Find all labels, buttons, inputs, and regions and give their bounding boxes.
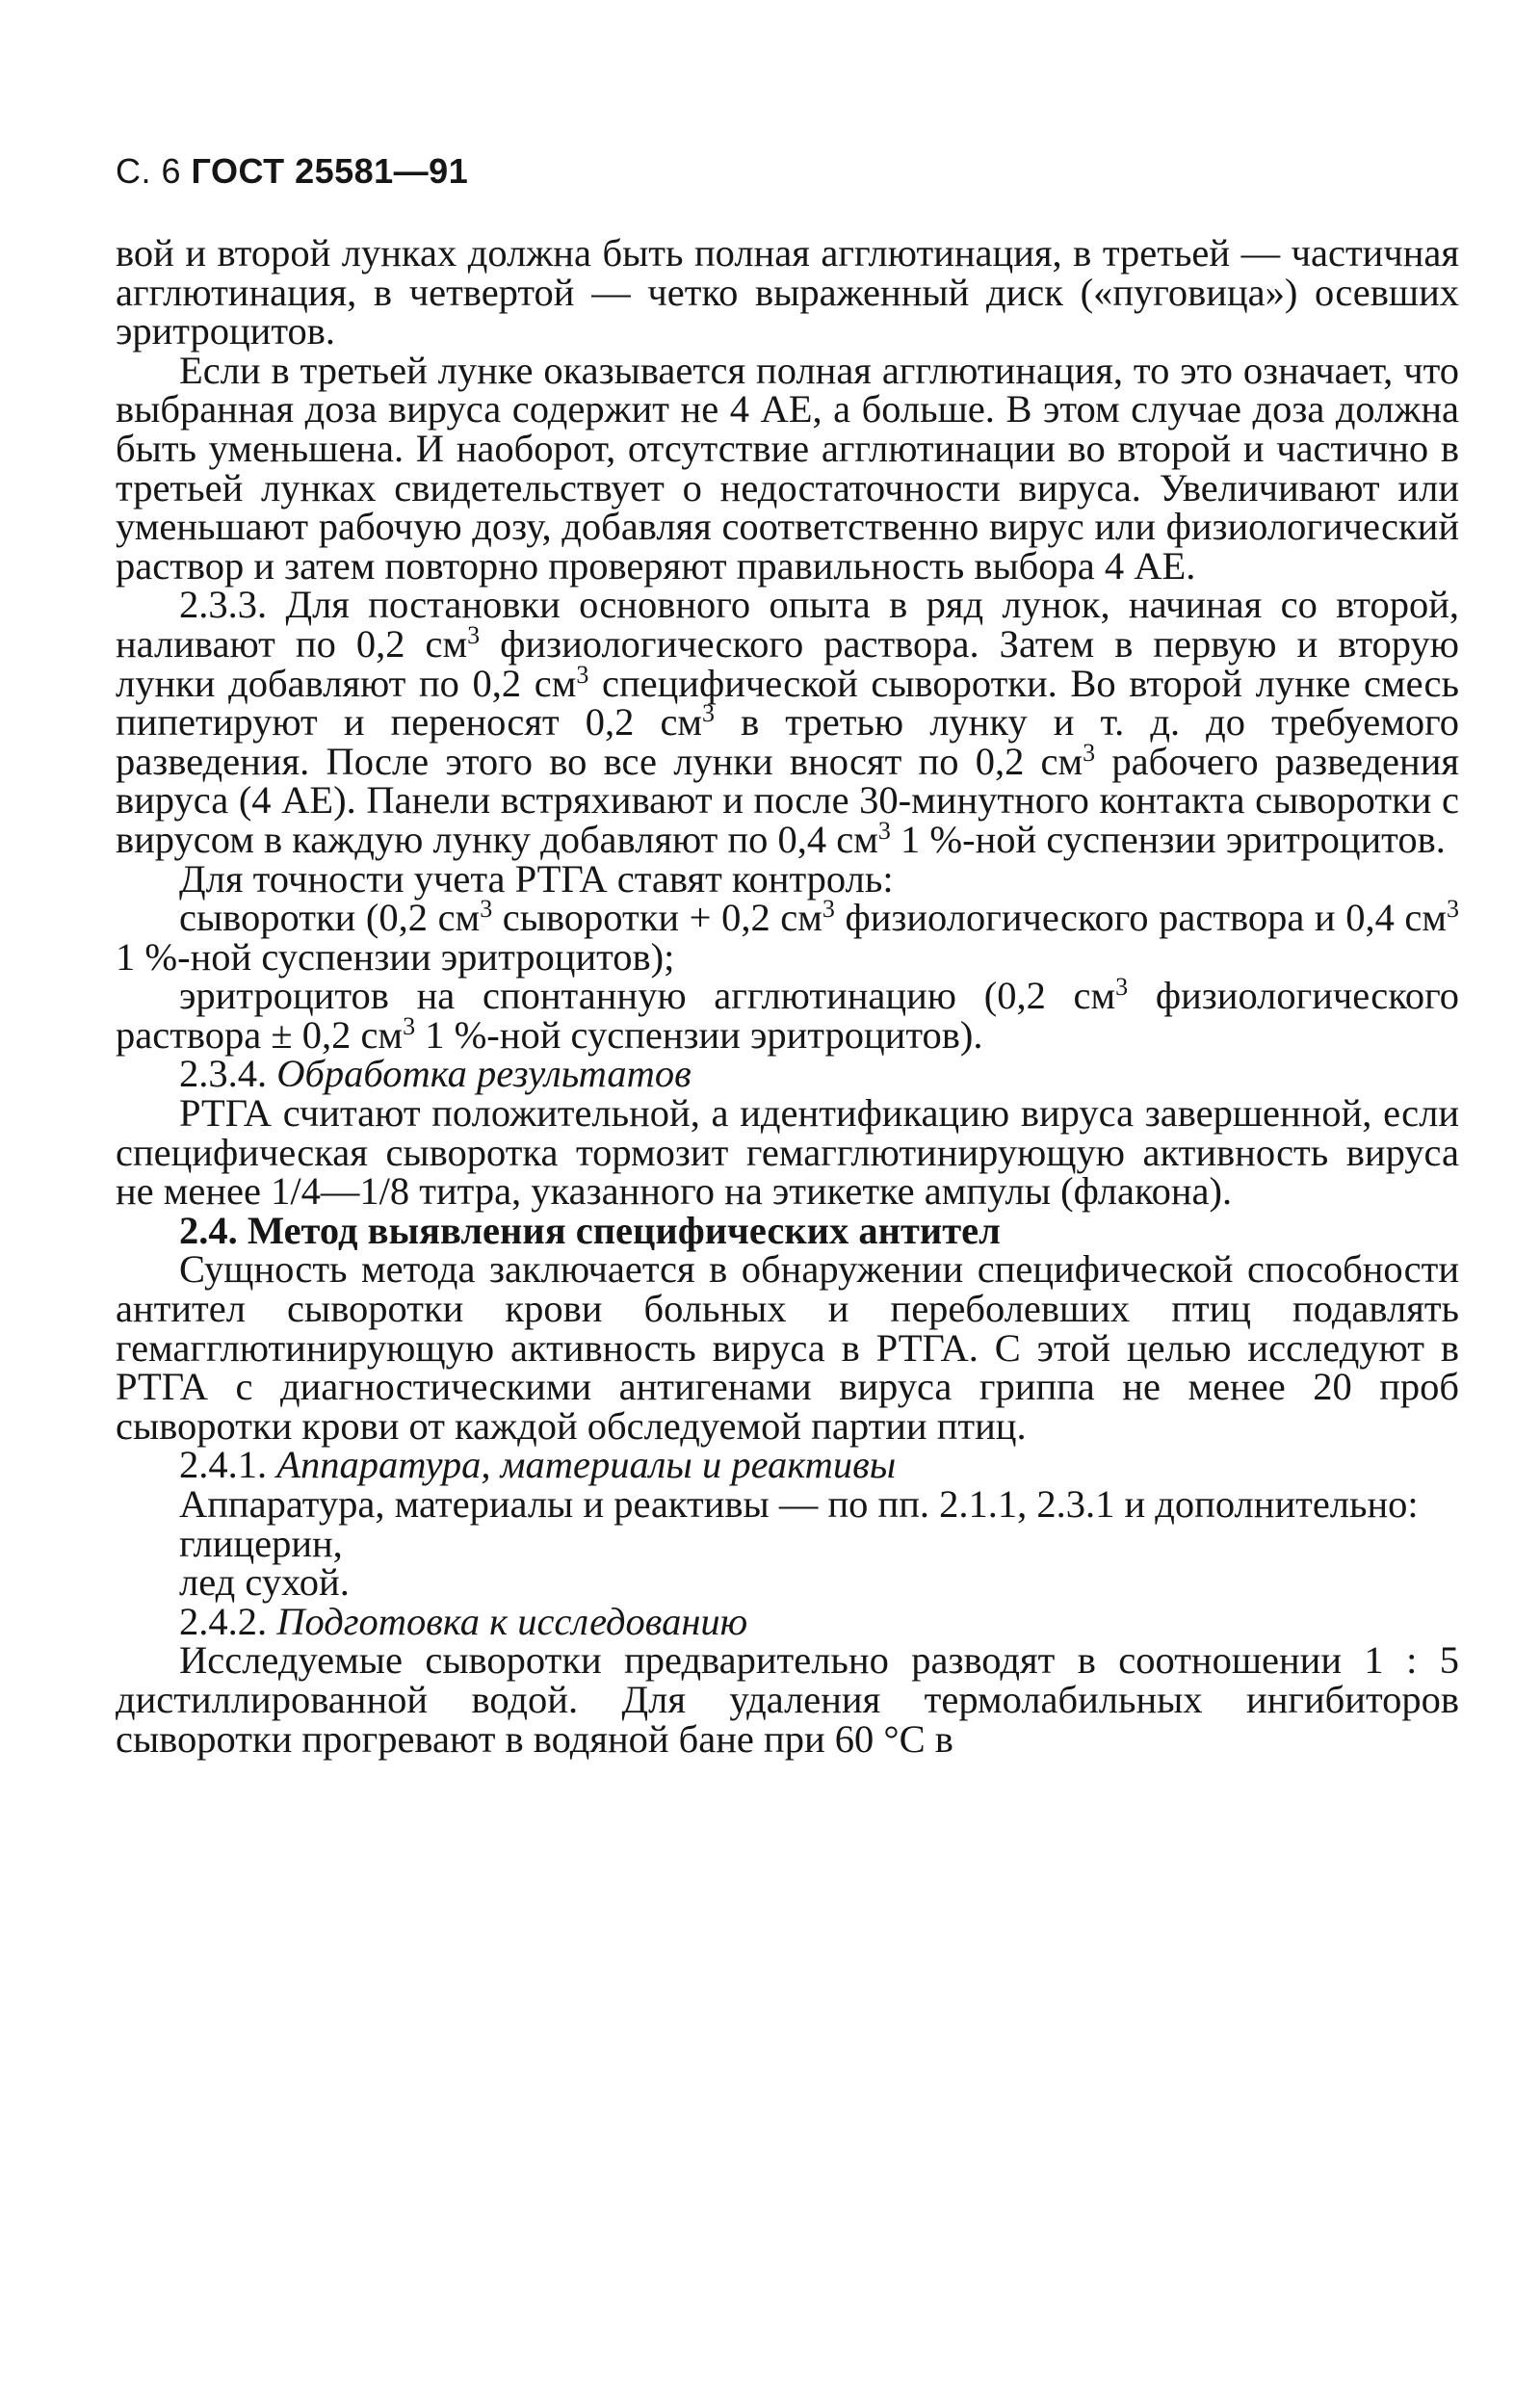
paragraph: Исследуемые сыворотки предварительно разводят в соотношении 1 : 5 дистиллированной водой. Для удаления термолабильных ингибиторов сыворотки прогревают в водяной бане при 60 °С в [116,1638,1459,1761]
superscript: 3 [822,895,835,924]
paragraph: Для точности учета РТГА ставят контроль: [179,856,894,901]
superscript: 3 [467,620,481,649]
text-run: в третью лунку и т. д. до требуемого разведения. После этого во все лунки вносят по 0,2 см [116,700,1459,783]
section-title: Аппаратура, материалы и реактивы [276,1443,897,1487]
paragraph: Сущность метода заключается в обнаружении специфической способности антител сыворотки крови больных и переболевших птиц подавлять гемагглютинирующую активность вируса в РТГА. С этой целью исследуют в РТГА с диагностическими антигенами вируса гриппа не менее 20 проб сыворотки крови от каждой обследуемой партии птиц. [116,1247,1459,1448]
section-title: Подготовка к исследованию [276,1599,748,1643]
text-run: 2.3.3. Для постановки основного опыта в ряд лунок, начиная со второй, наливают по 0,2 см [116,583,1459,666]
text-run: 1 %-ной суспензии эритроцитов). [415,1012,983,1057]
paragraph: Аппаратура, материалы и реактивы — по пп. 2.1.1, 2.3.1 и дополнительно: [179,1482,1419,1526]
section-heading [116,1052,1459,1096]
section-number: 2.3.4. [179,1052,277,1096]
superscript: 3 [576,660,589,689]
running-header [116,152,468,191]
text-run: физиологического раствора ± 0,2 см [116,974,1459,1057]
page-number: С. 6 [116,151,182,191]
list-item: лед сухой. [179,1560,350,1605]
superscript: 3 [702,699,716,728]
superscript: 3 [877,816,891,845]
section-heading: 2.4. Метод выявления специфических антител [179,1208,1001,1252]
standard-number: ГОСТ 25581—91 [191,151,469,191]
text-run: физиологического раствора. Затем в первую и вторую лунки добавляют по 0,2 см [116,621,1459,705]
text-run: сыворотки (0,2 см [179,896,481,940]
section-number: 2.4.1. [179,1443,277,1487]
text-run: сыворотки + 0,2 см [492,896,822,940]
text-run: 1 %-ной суспензии эритроцитов); [116,934,675,979]
superscript: 3 [403,1011,416,1040]
paragraph [116,895,1459,979]
text-run: 1 %-ной суспензии эритроцитов. [890,817,1446,861]
paragraph: РТГА считают положительной, а идентификацию вируса завершенной, если специфическая сыворотка тормозит гемагглютинирующую активность вируса не менее 1/4—1/8 титра, указанного на этикетке ампулы (флакона). [116,1091,1459,1214]
paragraph [116,973,1459,1057]
paragraph: вой и второй лунках должна быть полная агглютинация, в третьей — частичная агглютинация, в четвертой — четко выраженный диск («пуговица») осевших эритроцитов. [116,231,1459,353]
superscript: 3 [1447,895,1459,924]
superscript: 3 [1083,738,1096,767]
body-text [116,231,1459,1761]
superscript: 3 [480,895,493,924]
section-title: Обработка результатов [276,1052,692,1096]
text-run: рабочего разведения вируса (4 АЕ). Панели встряхивают и после 30-минутного контакта сыворотки с вирусом в каждую лунку добавляют по 0,4 см [116,739,1459,861]
section-heading [116,1443,1459,1487]
list-item: глицерин, [179,1521,343,1565]
section-number: 2.4.2. [179,1599,277,1643]
text-run: специфической сыворотки. Во второй лунке смесь пипетируют и переносят 0,2 см [116,661,1459,745]
text-run: физиологического раствора и 0,4 см [834,896,1447,940]
paragraph: Если в третьей лунке оказывается полная агглютинация, то это означает, что выбранная доза вируса содержит не 4 АЕ, а больше. В этом случае доза должна быть уменьшена. И наоборот, отсутствие агглютинации во второй и частично в третьей лунках свидетельствует о недостаточности вируса. Увеличивают или уменьшают рабочую дозу, добавляя соответственно вирус или физиологический раствор и затем повторно проверяют правильность выбора 4 АЕ. [116,348,1459,588]
superscript: 3 [1115,973,1129,1002]
paragraph [116,583,1459,861]
text-run: эритроцитов на спонтанную агглютинацию (0,2 см [179,974,1116,1018]
section-heading [116,1599,1459,1643]
